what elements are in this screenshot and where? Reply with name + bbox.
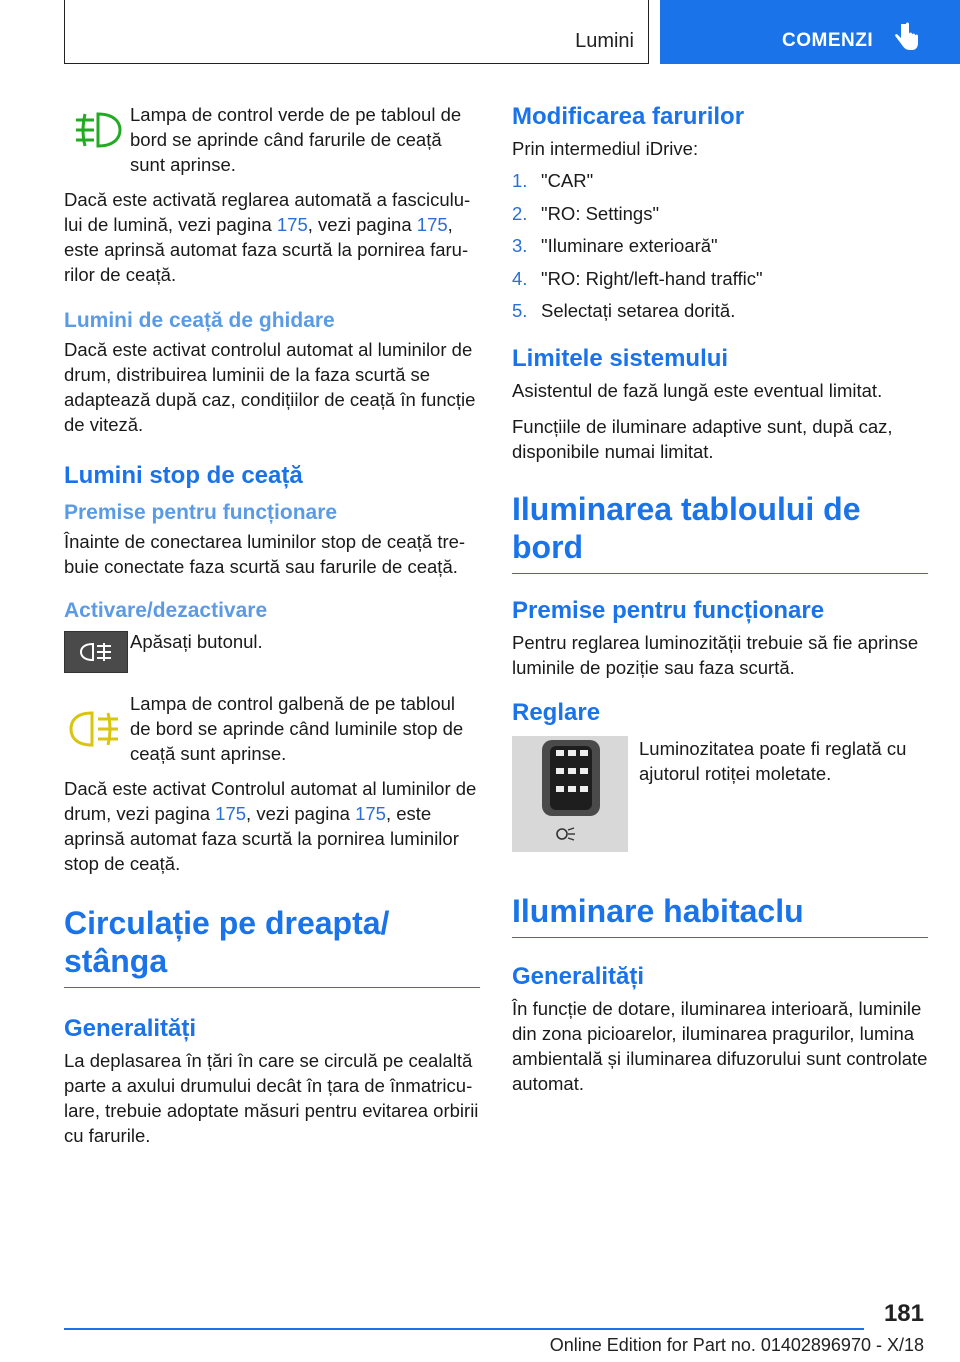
page-link[interactable]: 175 xyxy=(355,803,386,824)
system-limits-heading: Limitele sistemului xyxy=(512,344,729,372)
front-fog-indicator-text: Lampa de control verde de pe tabloul de bord se aprinde când farurile de ceață sunt aprinse. xyxy=(130,104,462,175)
dash-lighting-chapter-heading: Iluminarea tabloului de bord xyxy=(512,490,928,574)
interior-general-paragraph: În funcție de dotare, iluminarea interioară, luminile din zona picioarelor, iluminarea pragurilor, lumina ambientală și iluminarea difuzorului sunt controlate automat. xyxy=(512,997,928,1094)
page-link[interactable]: 175 xyxy=(416,214,448,235)
rear-fog-heading: Lumini stop de ceață xyxy=(64,462,303,489)
interior-general-heading: Generalități xyxy=(512,962,645,990)
traffic-general-paragraph: La deplasarea în țări în care se circulă pe cealaltă parte a axului drumului decât în țara de înmatriculare, trebuie adoptate măsuri pentru evitarea orbirii cu farurile. xyxy=(64,1050,479,1146)
list-item[interactable]: 1. "CAR" xyxy=(512,170,594,191)
adjust-heading: Reglare xyxy=(512,698,601,726)
interior-lighting-chapter-heading: Iluminare habitaclu xyxy=(512,892,928,938)
list-item[interactable]: 4. "RO: Right/left-hand traffic" xyxy=(512,267,763,289)
adjust-paragraph: Luminozitatea poate fi reglată cu ajutorul rotiței moletate. xyxy=(639,737,907,784)
rear-fog-indicator-row xyxy=(64,691,480,766)
header-title: Lumini xyxy=(575,30,634,52)
rear-fog-button-row xyxy=(64,629,480,681)
header-title-box xyxy=(64,0,649,64)
front-fog-indicator-row xyxy=(64,102,480,177)
guiding-fog-paragraph: Dacă este activat controlul automat al luminilor de drum, distribuirea luminii de la faza scurtă se adaptează după caz, condițiilor de ceață în funcție de viteză. xyxy=(64,339,476,435)
thumbwheel-photo xyxy=(512,736,628,852)
traffic-general-heading: Generalități xyxy=(64,1015,197,1042)
rear-fog-indicator-text: Lampa de control galbenă de pe tabloul de bord se aprinde când luminile stop de ceață sunt aprinse. xyxy=(130,693,464,764)
list-item[interactable]: 2. "RO: Settings" xyxy=(512,202,660,224)
thumbwheel-row xyxy=(512,736,928,882)
dash-prereq-heading: Premise pentru funcționare xyxy=(512,596,825,624)
rear-fog-button[interactable] xyxy=(64,631,128,673)
right-column xyxy=(512,102,928,1107)
traffic-chapter-heading: Circulație pe dreapta/ stânga xyxy=(64,904,480,988)
hand-pointer-icon xyxy=(894,22,920,52)
via-idrive-text: Prin intermediul iDrive: xyxy=(512,138,699,159)
press-button-text: Apăsați butonul. xyxy=(130,631,263,652)
rear-fog-prereq-paragraph: Înainte de conectarea luminilor stop de ceață trebuie conectate faza scurtă sau farurile de ceață. xyxy=(64,531,466,577)
left-column xyxy=(64,102,480,1159)
page-link[interactable]: 175 xyxy=(276,214,308,235)
rear-fog-prereq-heading: Premise pentru funcționare xyxy=(64,501,338,524)
list-item[interactable]: 5. Selectați setarea dorită. xyxy=(512,300,736,321)
rear-fog-button-icon xyxy=(79,641,113,663)
idrive-steps xyxy=(512,165,928,328)
edition-text: Online Edition for Part no. 01402896970 - X/18 xyxy=(549,1335,924,1355)
limits-paragraph-2: Funcțiile de iluminare adaptive sunt, după caz, disponibile numai limitat. xyxy=(512,415,893,462)
chapter-tab-label: COMENZI xyxy=(782,30,874,51)
list-item[interactable]: 3. "Iluminare exterioară" xyxy=(512,235,718,256)
rear-fog-light-icon xyxy=(64,701,128,757)
front-fog-light-icon xyxy=(64,102,128,158)
guiding-fog-heading: Lumini de ceață de ghidare xyxy=(64,309,335,332)
page-link[interactable]: 175 xyxy=(215,803,247,824)
footer-divider xyxy=(64,1328,864,1330)
page-number: 181 xyxy=(883,1300,924,1327)
dash-prereq-paragraph: Pentru reglarea luminozității trebuie să fie aprinse luminile de poziție sau faza scurtă. xyxy=(512,631,919,678)
modify-headlights-heading: Modificarea farurilor xyxy=(512,103,745,130)
limits-paragraph-1: Asistentul de fază lungă este eventual limitat. xyxy=(512,379,883,401)
auto-highbeam-paragraph: Dacă este activat Controlul automat al luminilor de drum, vezi pagina 175, vezi pagina 175, este aprinsă automat faza scurtă la pornirea luminilor stop de ceață. xyxy=(64,778,477,874)
auto-beam-paragraph: Dacă este activată reglarea automată a fasciculului de lumină, vezi pagina 175, vezi pagina 175, este aprinsă automat faza scurtă la pornirea farurilor de ceață. xyxy=(64,189,471,285)
toggle-heading: Activare/dezactivare xyxy=(64,599,268,622)
